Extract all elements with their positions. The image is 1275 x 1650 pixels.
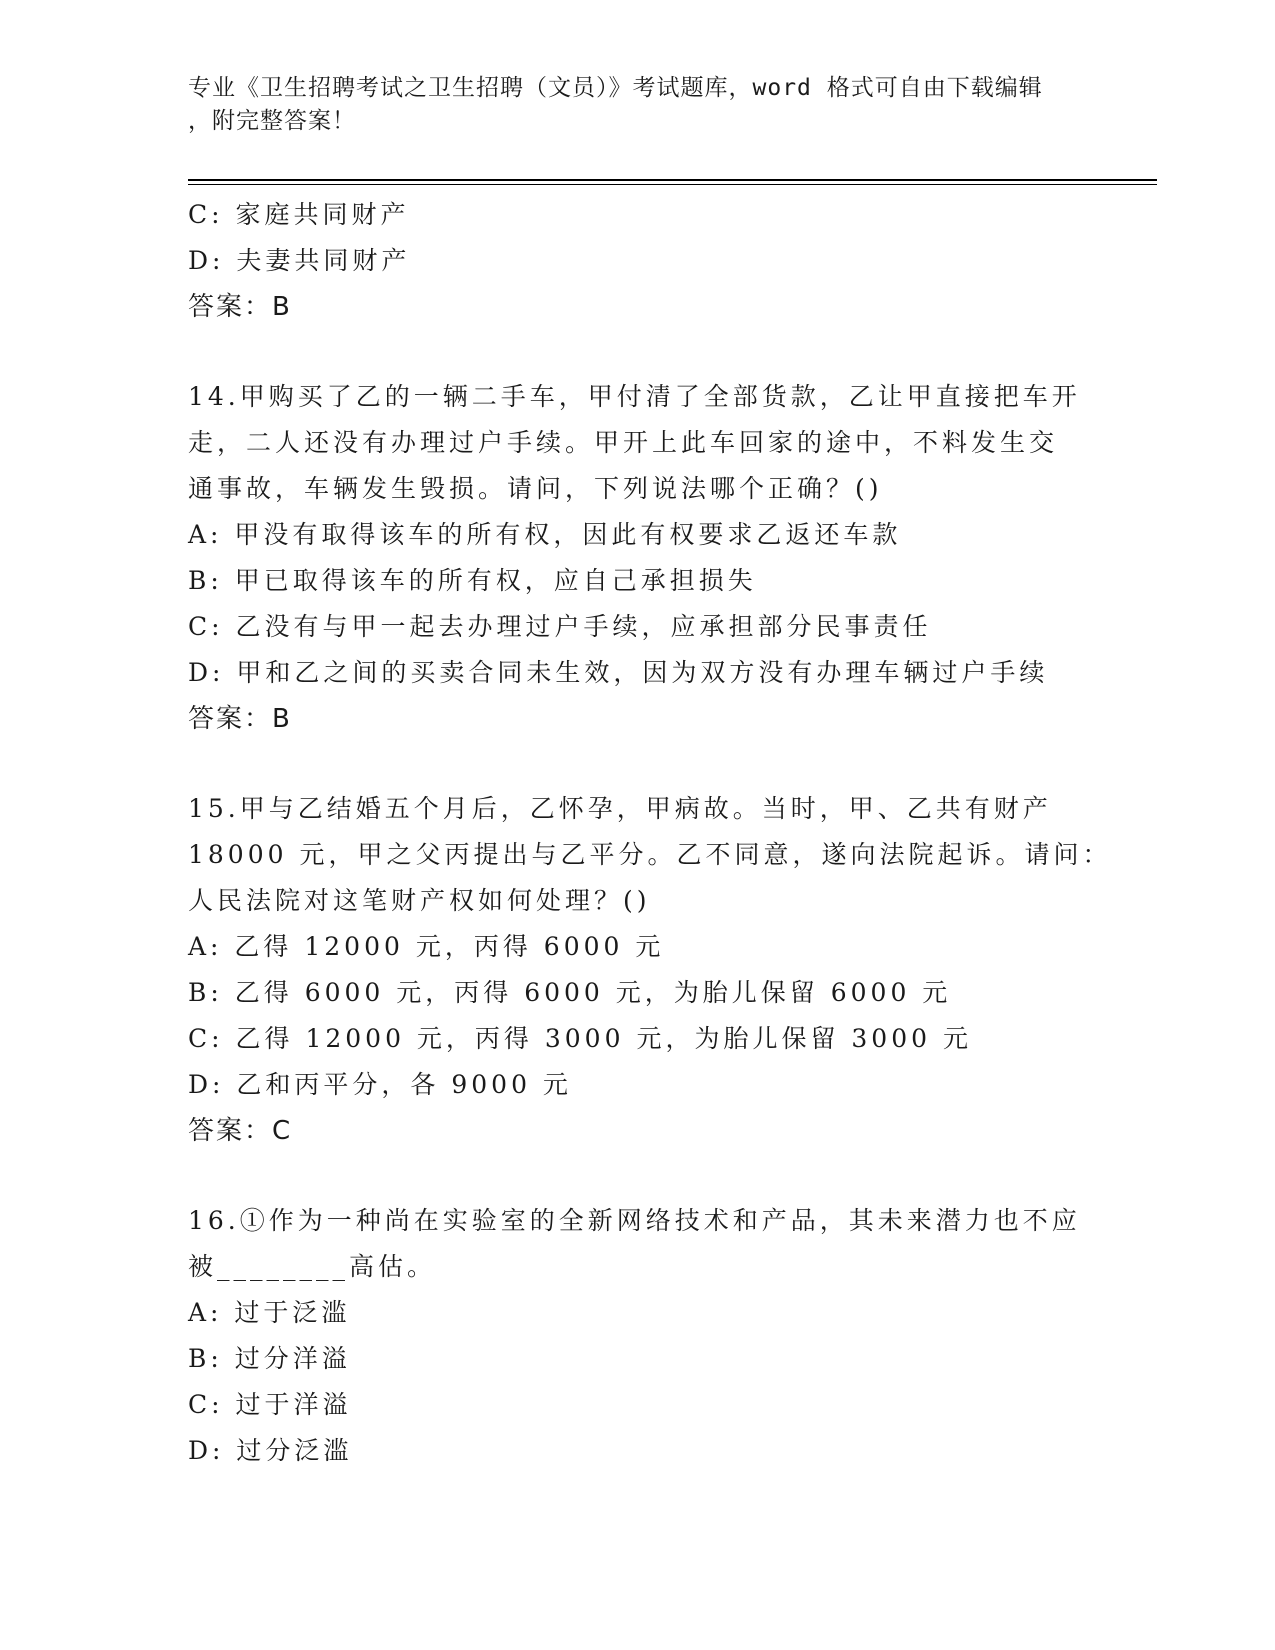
- option-d: D: 甲和乙之间的买卖合同未生效，因为双方没有办理车辆过户手续: [188, 658, 1049, 687]
- option-a: A: 乙得 12000 元，丙得 6000 元: [188, 932, 665, 961]
- option-a: A: 甲没有取得该车的所有权，因此有权要求乙返还车款: [188, 520, 902, 549]
- header-rule-thin: [188, 184, 1157, 185]
- option-d: D: 夫妻共同财产: [188, 246, 411, 275]
- option-c: C: 乙得 12000 元，丙得 3000 元，为胎儿保留 3000 元: [188, 1024, 972, 1053]
- option-c: C: 过于洋溢: [188, 1390, 352, 1419]
- question-15: [188, 786, 1112, 1154]
- question-14: [188, 374, 1088, 742]
- option-c: C: 家庭共同财产: [188, 200, 410, 229]
- header-rule-thick: [188, 179, 1157, 181]
- answer-label: 答案：B: [188, 704, 292, 734]
- question-text: 15.甲与乙结婚五个月后，乙怀孕，甲病故。当时，甲、乙共有财产: [188, 794, 1052, 823]
- header-line-1: 专业《卫生招聘考试之卫生招聘（文员）》考试题库，word 格式可自由下载编辑: [188, 75, 1043, 101]
- option-b: B: 过分洋溢: [188, 1344, 351, 1373]
- question-text: 人民法院对这笔财产权如何处理？(): [188, 886, 651, 915]
- option-a: A: 过于泛滥: [188, 1298, 351, 1327]
- document-body: [188, 192, 1112, 1474]
- option-b: B: 乙得 6000 元，丙得 6000 元，为胎儿保留 6000 元: [188, 978, 952, 1007]
- question-text: 被________高估。: [188, 1252, 437, 1281]
- question-13-tail: [188, 192, 1088, 330]
- question-text: 走，二人还没有办理过户手续。甲开上此车回家的途中，不料发生交: [188, 428, 1059, 457]
- option-c: C: 乙没有与甲一起去办理过户手续，应承担部分民事责任: [188, 612, 932, 641]
- question-text: 14.甲购买了乙的一辆二手车，甲付清了全部货款，乙让甲直接把车开: [188, 382, 1081, 411]
- question-text: 18000 元，甲之父丙提出与乙平分。乙不同意，遂向法院起诉。请问：: [188, 840, 1112, 869]
- option-d: D: 过分泛滥: [188, 1436, 353, 1465]
- option-d: D: 乙和丙平分，各 9000 元: [188, 1070, 572, 1099]
- question-16: [188, 1198, 1088, 1474]
- answer-label: 答案：B: [188, 292, 292, 322]
- option-b: B: 甲已取得该车的所有权，应自己承担损失: [188, 566, 757, 595]
- answer-label: 答案：C: [188, 1116, 293, 1146]
- header-line-2: ，附完整答案！: [188, 108, 356, 134]
- question-text: 16.①作为一种尚在实验室的全新网络技术和产品，其未来潜力也不应: [188, 1206, 1081, 1235]
- document-header: [188, 72, 1088, 138]
- question-text: 通事故，车辆发生毁损。请问，下列说法哪个正确？(): [188, 474, 883, 503]
